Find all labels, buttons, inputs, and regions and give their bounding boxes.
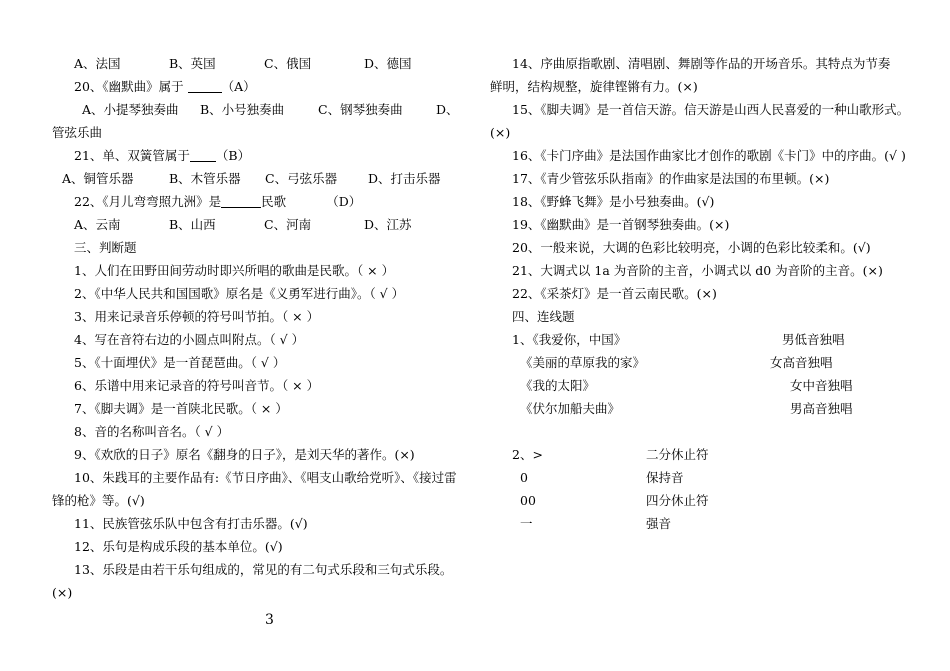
judge-item: 1、人们在田野田间劳动时即兴所唱的歌曲是民歌。（ × ） bbox=[74, 263, 395, 278]
judge-item: 3、用来记录音乐停顿的符号叫节拍。（ × ） bbox=[74, 309, 320, 324]
option-d: D、江苏 bbox=[364, 217, 412, 232]
q22-options bbox=[52, 213, 477, 236]
option-c: C、俄国 bbox=[264, 56, 312, 71]
match-type: 女中音独唱 bbox=[790, 378, 853, 393]
judge-item: 12、乐句是构成乐段的基本单位。(√) bbox=[74, 539, 283, 554]
option-c: C、河南 bbox=[264, 217, 312, 232]
option-b: B、小号独奏曲 bbox=[200, 102, 285, 117]
section-heading-judge: 三、判断题 bbox=[74, 240, 137, 255]
option-a: A、云南 bbox=[74, 217, 121, 232]
option-d: D、 bbox=[436, 102, 459, 117]
judge-item-cont: (×) bbox=[490, 125, 511, 140]
judge-item: 17、《青少管弦乐队指南》的作曲家是法国的布里顿。(×) bbox=[512, 171, 830, 186]
judge-item: 14、序曲原指歌剧、清唱剧、舞剧等作品的开场音乐。其特点为节奏 bbox=[512, 56, 891, 71]
q20-options-cont: 管弦乐曲 bbox=[52, 125, 103, 140]
question-text: 20、《幽默曲》属于 bbox=[74, 79, 184, 94]
right-column bbox=[490, 52, 910, 535]
match-symbol: 00 bbox=[520, 493, 536, 508]
judge-item: 11、民族管弦乐队中包含有打击乐器。(√) bbox=[74, 516, 308, 531]
option-a: A、小提琴独奏曲 bbox=[82, 102, 179, 117]
match-type: 男高音独唱 bbox=[790, 401, 853, 416]
judge-item: 10、朱践耳的主要作品有:《节日序曲》、《唱支山歌给党听》、《接过雷 bbox=[74, 470, 457, 485]
judge-item: 19、《幽默曲》是一首钢琴独奏曲。(×) bbox=[512, 217, 730, 232]
option-c: C、弓弦乐器 bbox=[265, 171, 338, 186]
answer-blank bbox=[188, 78, 222, 93]
match-type: 男低音独唱 bbox=[782, 332, 845, 347]
option-d: D、打击乐器 bbox=[368, 171, 441, 186]
match-symbol: 2、> bbox=[512, 447, 543, 462]
judge-item: 4、写在音符右边的小圆点叫附点。（ √ ） bbox=[74, 332, 305, 347]
judge-item: 22、《采茶灯》是一首云南民歌。(×) bbox=[512, 286, 717, 301]
judge-item: 13、乐段是由若干乐句组成的，常见的有二句式乐段和三句式乐段。 bbox=[74, 562, 453, 577]
question-text: 21、单、双簧管属于 bbox=[74, 148, 190, 163]
q21-options bbox=[52, 167, 477, 190]
q20-stem bbox=[52, 75, 477, 98]
judge-item-cont: 鲜明，结构规整，旋律铿锵有力。(×) bbox=[490, 79, 698, 94]
question-text: 22、《月儿弯弯照九洲》是 bbox=[74, 194, 222, 209]
match-meaning: 保持音 bbox=[646, 470, 684, 485]
judge-item: 18、《野蜂飞舞》是小号独奏曲。(√) bbox=[512, 194, 715, 209]
match-row bbox=[490, 489, 910, 512]
judge-item: 21、大调式以 1a 为音阶的主音，小调式以 d0 为音阶的主音。(×) bbox=[512, 263, 883, 278]
match-symbol: 0 bbox=[520, 470, 528, 485]
judge-item: 7、《脚夫调》是一首陕北民歌。（ × ） bbox=[74, 401, 288, 416]
judge-item: 8、音的名称叫音名。（ √ ） bbox=[74, 424, 230, 439]
option-d: D、德国 bbox=[364, 56, 412, 71]
match-row bbox=[490, 328, 910, 351]
q19-options bbox=[52, 52, 477, 75]
judge-item-cont: 锋的枪》等。(√) bbox=[52, 493, 145, 508]
answer-blank bbox=[221, 193, 261, 208]
match-song: 《我的太阳》 bbox=[520, 378, 596, 393]
judge-item: 20、一般来说，大调的色彩比较明亮，小调的色彩比较柔和。(√) bbox=[512, 240, 871, 255]
judge-item: 5、《十面埋伏》是一首琵琶曲。（ √ ） bbox=[74, 355, 286, 370]
match-row bbox=[490, 351, 910, 374]
section-heading-match: 四、连线题 bbox=[512, 309, 575, 324]
match-song: 《美丽的草原我的家》 bbox=[520, 355, 646, 370]
left-column bbox=[52, 52, 477, 604]
page-number: 3 bbox=[265, 612, 274, 628]
judge-item: 6、乐谱中用来记录音的符号叫音节。（ × ） bbox=[74, 378, 320, 393]
q22-stem bbox=[52, 190, 477, 213]
option-a: A、铜管乐器 bbox=[62, 171, 134, 186]
match-meaning: 二分休止符 bbox=[646, 447, 709, 462]
match-type: 女高音独唱 bbox=[770, 355, 833, 370]
match-symbol: 一 bbox=[520, 516, 533, 531]
match-row bbox=[490, 374, 910, 397]
judge-item: 2、《中华人民共和国国歌》原名是《义勇军进行曲》。（ √ ） bbox=[74, 286, 405, 301]
judge-item: 9、《欢欣的日子》原名《翻身的日子》，是刘天华的著作。(×) bbox=[74, 447, 415, 462]
answer: （B） bbox=[215, 148, 251, 163]
match-meaning: 强音 bbox=[646, 516, 672, 531]
option-b: B、木管乐器 bbox=[169, 171, 241, 186]
answer: （A） bbox=[221, 79, 256, 94]
q21-stem bbox=[52, 144, 477, 167]
judge-item: 16、《卡门序曲》是法国作曲家比才创作的歌剧《卡门》中的序曲。(√ ) bbox=[512, 148, 906, 163]
question-suffix: 民歌 bbox=[261, 194, 287, 209]
spacer bbox=[490, 420, 910, 443]
option-a: A、法国 bbox=[74, 56, 121, 71]
match-row bbox=[490, 397, 910, 420]
match-row bbox=[490, 512, 910, 535]
match-row bbox=[490, 443, 910, 466]
option-b: B、英国 bbox=[169, 56, 216, 71]
match-row bbox=[490, 466, 910, 489]
q20-options bbox=[52, 98, 477, 121]
match-song: 1、《我爱你，中国》 bbox=[512, 332, 627, 347]
match-song: 《伏尔加船夫曲》 bbox=[520, 401, 621, 416]
judge-item-cont: (×) bbox=[52, 585, 73, 600]
option-c: C、钢琴独奏曲 bbox=[318, 102, 403, 117]
judge-item: 15、《脚夫调》是一首信天游。信天游是山西人民喜爱的一种山歌形式。 bbox=[512, 102, 910, 117]
answer: （D） bbox=[326, 194, 362, 209]
answer-blank bbox=[190, 147, 216, 162]
option-b: B、山西 bbox=[169, 217, 216, 232]
match-meaning: 四分休止符 bbox=[646, 493, 709, 508]
